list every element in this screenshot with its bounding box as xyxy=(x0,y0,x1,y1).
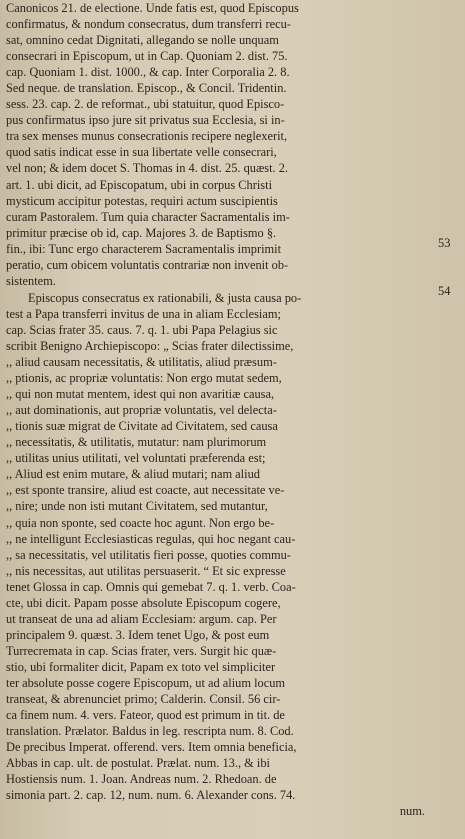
text-line: fin., ibi: Tunc ergo characterem Sacramentalis imprimit xyxy=(6,241,282,256)
text-line: ,, nire; unde non isti mutant Civitatem, sed mutantur, xyxy=(6,499,268,514)
margin-number: 54 xyxy=(438,284,451,298)
text-line: transeat, & abrenunciet primo; Calderin. Consil. 56 cir- xyxy=(6,692,281,707)
text-line: principalem 9. quæst. 3. Idem tenet Ugo, & post eum xyxy=(6,627,270,642)
text-line: ,, Aliud est enim mutare, & aliud mutari; nam aliud xyxy=(6,467,260,482)
text-line: translation. Prælator. Baldus in leg. rescripta num. 8. Cod. xyxy=(6,724,294,739)
text-line: num. xyxy=(399,804,425,819)
text-line: vel non; & idem docet S. Thomas in 4. dist. 25. quæst. 2. xyxy=(6,161,288,176)
text-line: peratio, cum obicem voluntatis contrariæ non invenit ob- xyxy=(6,257,289,272)
text-line: ,, aliud causam necessitatis, & utilitatis, aliud præsum- xyxy=(6,355,277,370)
text-line: ,, necessitatis, & utilitatis, mutatur: nam plurimorum xyxy=(6,435,267,450)
text-line: cap. Quoniam 1. dist. 1000., & cap. Inter Corporalia 2. 8. xyxy=(6,65,290,80)
text-line: ca finem num. 4. vers. Fateor, quod est primum in tit. de xyxy=(6,708,285,723)
text-line: ,, nis necessitas, aut utilitas persuaserit. “ Et sic expresse xyxy=(6,563,286,578)
text-line: ,, sa necessitatis, vel utilitatis fieri posse, quoties commu- xyxy=(6,547,291,562)
text-line: simonia part. 2. cap. 12, num. num. 6. Alexander cons. 74. xyxy=(6,788,296,803)
text-line: mysticum accipitur potestas, requiri actum suscipientis xyxy=(6,193,278,208)
text-line: curam Pastoralem. Tum quia character Sacramentalis im- xyxy=(6,209,290,224)
text-line: Episcopus consecratus ex rationabili, & justa causa po- xyxy=(28,290,302,305)
text-line: test a Papa transferri invitus de una in aliam Ecclesiam; xyxy=(6,306,281,321)
text-line: ,, ptionis, ac propriæ voluntatis: Non ergo mutat sedem, xyxy=(6,371,282,386)
text-line: scribit Benigno Archiepiscopo: „ Scias frater dilectissime, xyxy=(6,338,294,353)
text-line: cap. Scias frater 35. caus. 7. q. 1. ubi Papa Pelagius sic xyxy=(6,322,278,337)
text-line: ,, est sponte transire, aliud est coacte, aut necessitate ve- xyxy=(6,483,285,498)
text-line: consecrari in Episcopum, ut in Cap. Quoniam 2. dist. 75. xyxy=(6,49,288,64)
text-line: primitur præcise ob id, cap. Majores 3. de Baptismo §. xyxy=(6,225,277,240)
text-line: ut transeat de una ad aliam Ecclesiam: argum. cap. Per xyxy=(6,611,277,626)
text-line: pus confirmatus ipso jure sit privatus sua Ecclesia, si in- xyxy=(6,113,285,128)
text-line: Turrecremata in cap. Scias frater, vers. Surgit hic quæ- xyxy=(6,643,277,658)
text-line: tenet Glossa in cap. Omnis qui gemebat 7. q. 1. verb. Coa- xyxy=(6,579,296,594)
text-block xyxy=(6,0,431,819)
text-line: art. 1. ubi dicit, ad Episcopatum, ubi in corpus Christi xyxy=(6,177,273,192)
text-line: stio, ubi formaliter dicit, Papam ex toto vel simpliciter xyxy=(6,659,276,674)
margin-number: 53 xyxy=(438,236,451,250)
text-line: ,, ne intelligunt Ecclesiasticas regulas, qui hoc negant cau- xyxy=(6,531,296,546)
text-line: Canonicos 21. de electione. Unde fatis est, quod Episcopus xyxy=(6,1,299,15)
paragraph xyxy=(6,0,431,289)
text-line: ,, quia non sponte, sed coacte hoc agunt. Non ergo be- xyxy=(6,515,275,530)
text-line: sess. 23. cap. 2. de reformat., ubi statuitur, quod Episco- xyxy=(6,97,285,112)
text-line: sistentem. xyxy=(6,273,56,288)
text-line: confirmatus, & nondum consecratus, dum transferri recu- xyxy=(6,17,291,32)
paragraph xyxy=(6,290,431,820)
text-line: cte, ubi dicit. Papam posse absolute Episcopum cogere, xyxy=(6,595,281,610)
text-line: sat, omnino cedat Dignitati, allegando se nolle unquam xyxy=(6,33,279,48)
text-line: ,, utilitas unius utilitati, vel voluntati præferenda est; xyxy=(6,451,266,466)
text-line: Abbas in cap. ult. de postulat. Prælat. num. 13., & ibi xyxy=(6,756,270,771)
text-line: quod satis indicat esse in sua libertate velle consecrari, xyxy=(6,145,277,160)
text-line: ,, aut dominationis, aut propriæ voluntatis, vel delecta- xyxy=(6,403,277,418)
text-line: tra sex menses munus consecrationis recipere neglexerit, xyxy=(6,129,288,144)
text-line: De precibus Imperat. offerend. vers. Item omnia beneficia, xyxy=(6,740,297,755)
text-line: ,, qui non mutat mentem, idest qui non avaritiæ causa, xyxy=(6,387,275,402)
text-line: Sed neque. de translation. Episcop., & Concil. Tridentin. xyxy=(6,81,287,96)
text-line: Hostiensis num. 1. Joan. Andreas num. 2. Rhedoan. de xyxy=(6,772,277,787)
text-line: ,, tionis suæ migrat de Civitate ad Civitatem, sed causa xyxy=(6,419,278,434)
text-line: ter absolute posse cogere Episcopum, ut ad alium locum xyxy=(6,675,286,690)
